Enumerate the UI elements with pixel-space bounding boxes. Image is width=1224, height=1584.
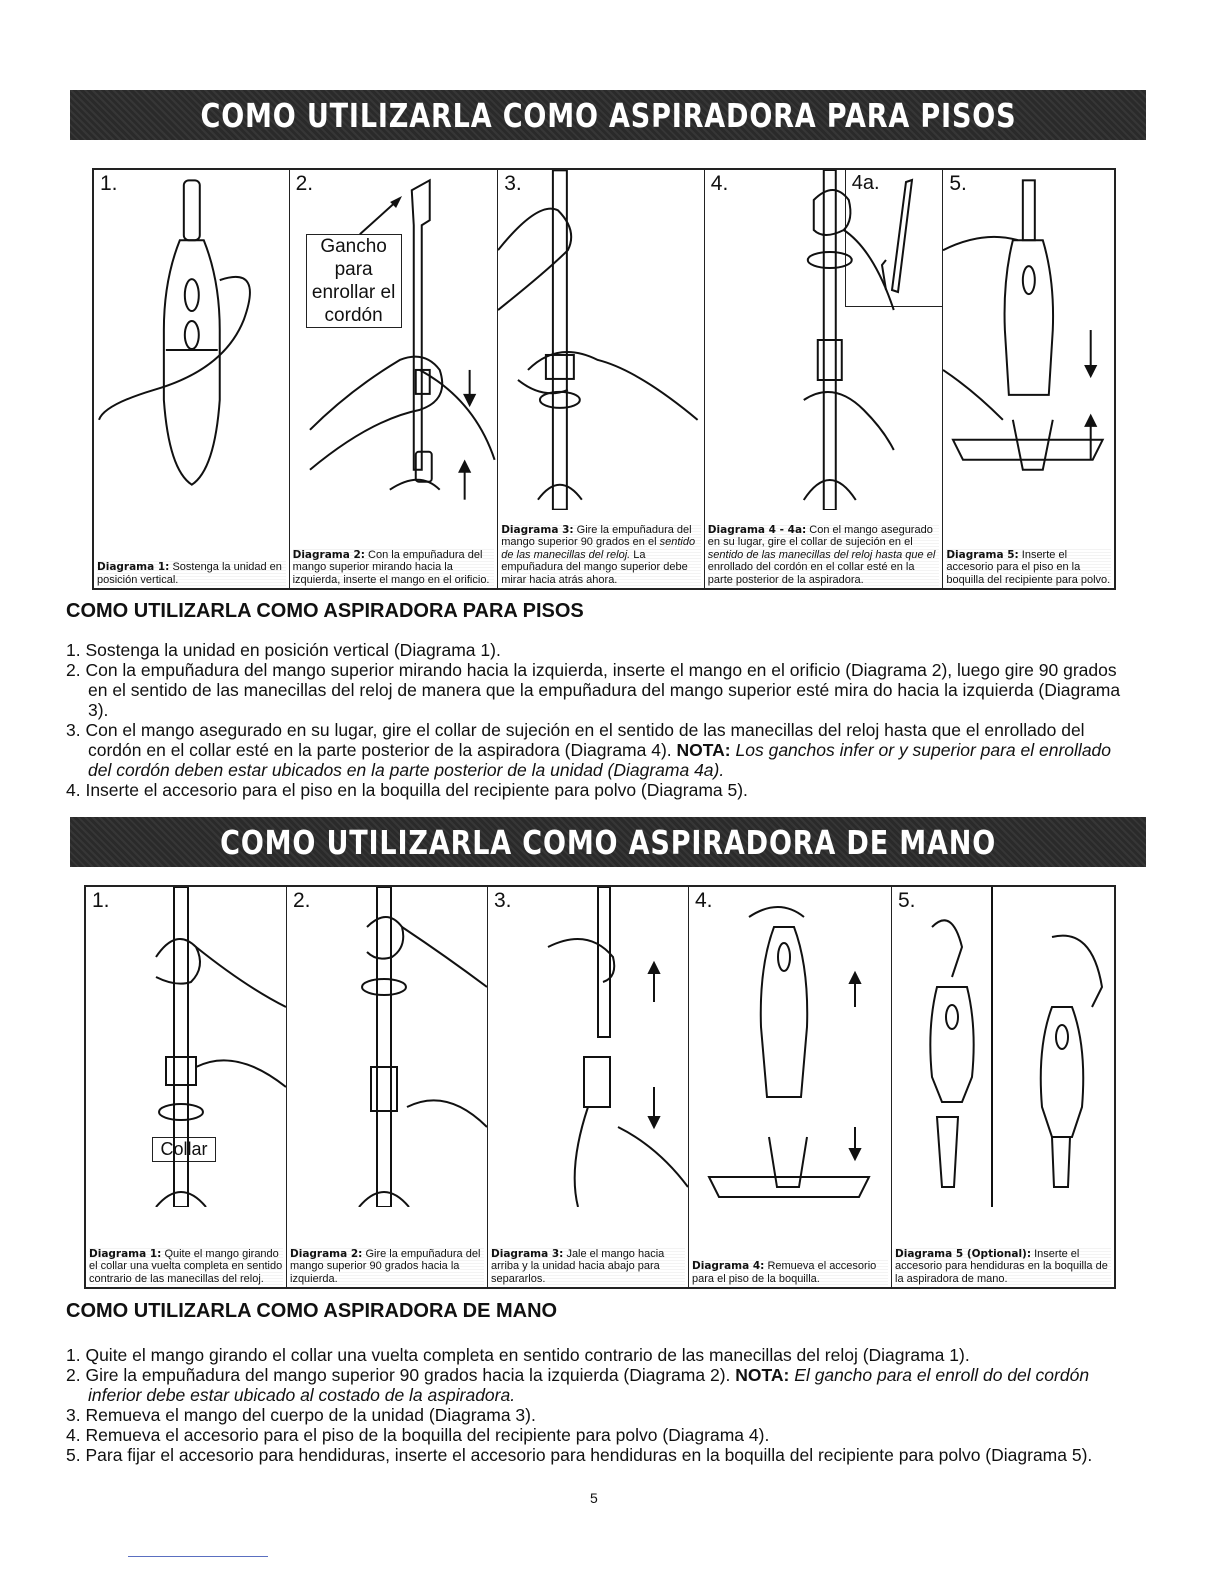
panel-number: 1. <box>100 172 118 195</box>
section1-title: COMO UTILIZARLA COMO ASPIRADORA PARA PISOS <box>66 600 584 622</box>
s2-caption-5: Diagrama 5 (Optional): Inserte el accesorio para hendiduras en la boquilla de la aspiradora de mano. <box>895 1248 1111 1286</box>
section1-banner-text: COMO UTILIZARLA COMO ASPIRADORA PARA PISOS <box>200 95 1016 135</box>
s1-step-4: 4. Inserte el accesorio para el piso en la boquilla del recipiente para polvo (Diagrama 5). <box>66 780 748 800</box>
collar-label: Collar <box>152 1137 216 1162</box>
vacuum-upright-illustration <box>94 170 289 510</box>
s2-step-3: 3. Remueva el mango del cuerpo de la unidad (Diagrama 3). <box>66 1405 536 1425</box>
s2-note-label: NOTA: <box>735 1365 790 1385</box>
floor-nozzle-attach-illustration <box>943 170 1114 510</box>
s2-step-1: 1. Quite el mango girando el collar una vuelta completa en sentido contrario de las manecillas del reloj (Diagrama 1). <box>66 1345 970 1365</box>
collar-remove-illustration <box>86 887 286 1207</box>
section2-steps <box>66 1345 1126 1465</box>
panel-number: 5. <box>898 889 916 912</box>
separate-handle-illustration <box>488 887 688 1207</box>
section2-banner-text: COMO UTILIZARLA COMO ASPIRADORA DE MANO <box>220 822 996 862</box>
page-number: 5 <box>590 1490 598 1506</box>
section2-diagram-row <box>84 885 1116 1289</box>
gancho-label: Gancho para enrollar el cordón <box>306 234 402 328</box>
s2-step-5: 5. Para fijar el accesorio para hendiduras, inserte el accesorio para hendiduras en la boquilla del recipiente para polvo (Diagrama 5). <box>66 1445 1093 1465</box>
section1-diagram-row <box>92 168 1116 590</box>
s1-panel-4 <box>705 170 944 588</box>
panel-number: 4. <box>710 172 729 195</box>
s1-panel-3 <box>498 170 705 588</box>
s2-caption-3: Diagrama 3: Jale el mango hacia arriba y la unidad hacia abajo para separarlos. <box>491 1248 685 1286</box>
s1-caption-4: Diagrama 4 - 4a: Con el mango asegurado en su lugar, gire el collar de sujeción en el sentido de las manecillas del reloj hasta que el enrollado del cordón en el collar esté en la parte posterior de la aspiradora. <box>708 524 940 587</box>
s2-step-2: 2. Gire la empuñadura del mango superior 90 grados hacia la izquierda (Diagrama 2). NOTA: El gancho para el enroll do del cordón inferior debe estar ubicado al costado de la aspiradora. <box>66 1365 1090 1405</box>
panel-number: 4. <box>695 889 713 912</box>
s2-panel-2 <box>287 887 488 1287</box>
collar-rotate-illustration <box>705 170 943 510</box>
s1-note-label: NOTA: <box>676 740 731 760</box>
s1-panel-2 <box>290 170 499 588</box>
rotate-handle-illustration <box>498 170 704 510</box>
s1-panel-5 <box>943 170 1114 588</box>
section2-banner <box>70 817 1146 867</box>
inset-4a: 4a. <box>845 170 942 307</box>
s2-caption-1: Diagrama 1: Quite el mango girando el collar una vuelta completa en sentido contrario de las manecillas del reloj. <box>89 1247 283 1285</box>
panel-number: 1. <box>92 889 110 912</box>
s1-note-text: Los ganchos infer or y superior para el enrollado del cordón deben estar ubicados en la parte posterior de la unidad (Diagrama 4a). <box>88 740 1112 780</box>
panel-number: 3. <box>494 889 512 912</box>
s2-caption-2: Diagrama 2: Gire la empuñadura del mango superior 90 grados hacia la izquierda. <box>290 1248 484 1286</box>
s2-panel-4 <box>689 887 892 1287</box>
s1-caption-2: Diagrama 2: Con la empuñadura del mango superior mirando hacia la izquierda, inserte el mango en el orificio. <box>293 549 495 587</box>
s1-caption-5: Diagrama 5: Inserte el accesorio para el piso en la boquilla del recipiente para polvo. <box>946 548 1111 586</box>
s2-note-text: El gancho para el enroll do del cordón inferior debe estar ubicado al costado de la aspiradora. <box>88 1365 1090 1405</box>
remove-floor-nozzle-illustration <box>689 887 891 1207</box>
s1-step-2: 2. Con la empuñadura del mango superior mirando hacia la izquierda, inserte el mango en el orificio (Diagrama 2), luego gire 90 grados en el sentido de las manecillas del reloj de manera que la empuñadura del mango superior esté mira do hacia la izquierda (Diagrama 3). <box>66 660 1121 720</box>
panel-number: 3. <box>504 172 522 195</box>
s2-panel-5 <box>892 887 1114 1287</box>
panel-number: 2. <box>295 172 314 195</box>
s1-caption-3: Diagrama 3: Gire la empuñadura del mango superior 90 grados en el sentido de las manecillas del reloj. La empuñadura del mango superior debe mirar hacia atrás ahora. <box>501 524 701 587</box>
s2-panel-1 <box>86 887 287 1287</box>
section1-steps <box>66 640 1126 800</box>
panel-number: 5. <box>949 172 967 195</box>
section1-banner <box>70 90 1146 140</box>
handle-turn-illustration <box>287 887 487 1207</box>
s1-panel-1 <box>94 170 290 588</box>
handle-insert-illustration <box>290 170 498 510</box>
s2-caption-4: Diagrama 4: Remueva el accesorio para el piso de la boquilla. <box>692 1260 888 1285</box>
s2-step-4: 4. Remueva el accesorio para el piso de la boquilla del recipiente para polvo (Diagrama 4). <box>66 1425 770 1445</box>
s1-step-1: 1. Sostenga la unidad en posición vertical (Diagrama 1). <box>66 640 501 660</box>
s2-panel-3 <box>488 887 689 1287</box>
panel-number: 2. <box>293 889 311 912</box>
s1-step-3: 3. Con el mango asegurado en su lugar, gire el collar de sujeción en el sentido de las manecillas del reloj hasta que el enrollado del cordón en el collar esté en la parte posterior de la aspiradora (Diagrama 4). NOTA: Los ganchos infer or y superior para el enrollado del cordón deben estar ubicados en la parte posterior de la unidad (Diagrama 4a). <box>66 720 1112 780</box>
section2-title: COMO UTILIZARLA COMO ASPIRADORA DE MANO <box>66 1300 558 1322</box>
bottom-rule <box>128 1556 268 1557</box>
s1-caption-1: Diagrama 1: Sostenga la unidad en posición vertical. <box>97 561 286 586</box>
crevice-tool-illustration <box>892 887 1114 1207</box>
